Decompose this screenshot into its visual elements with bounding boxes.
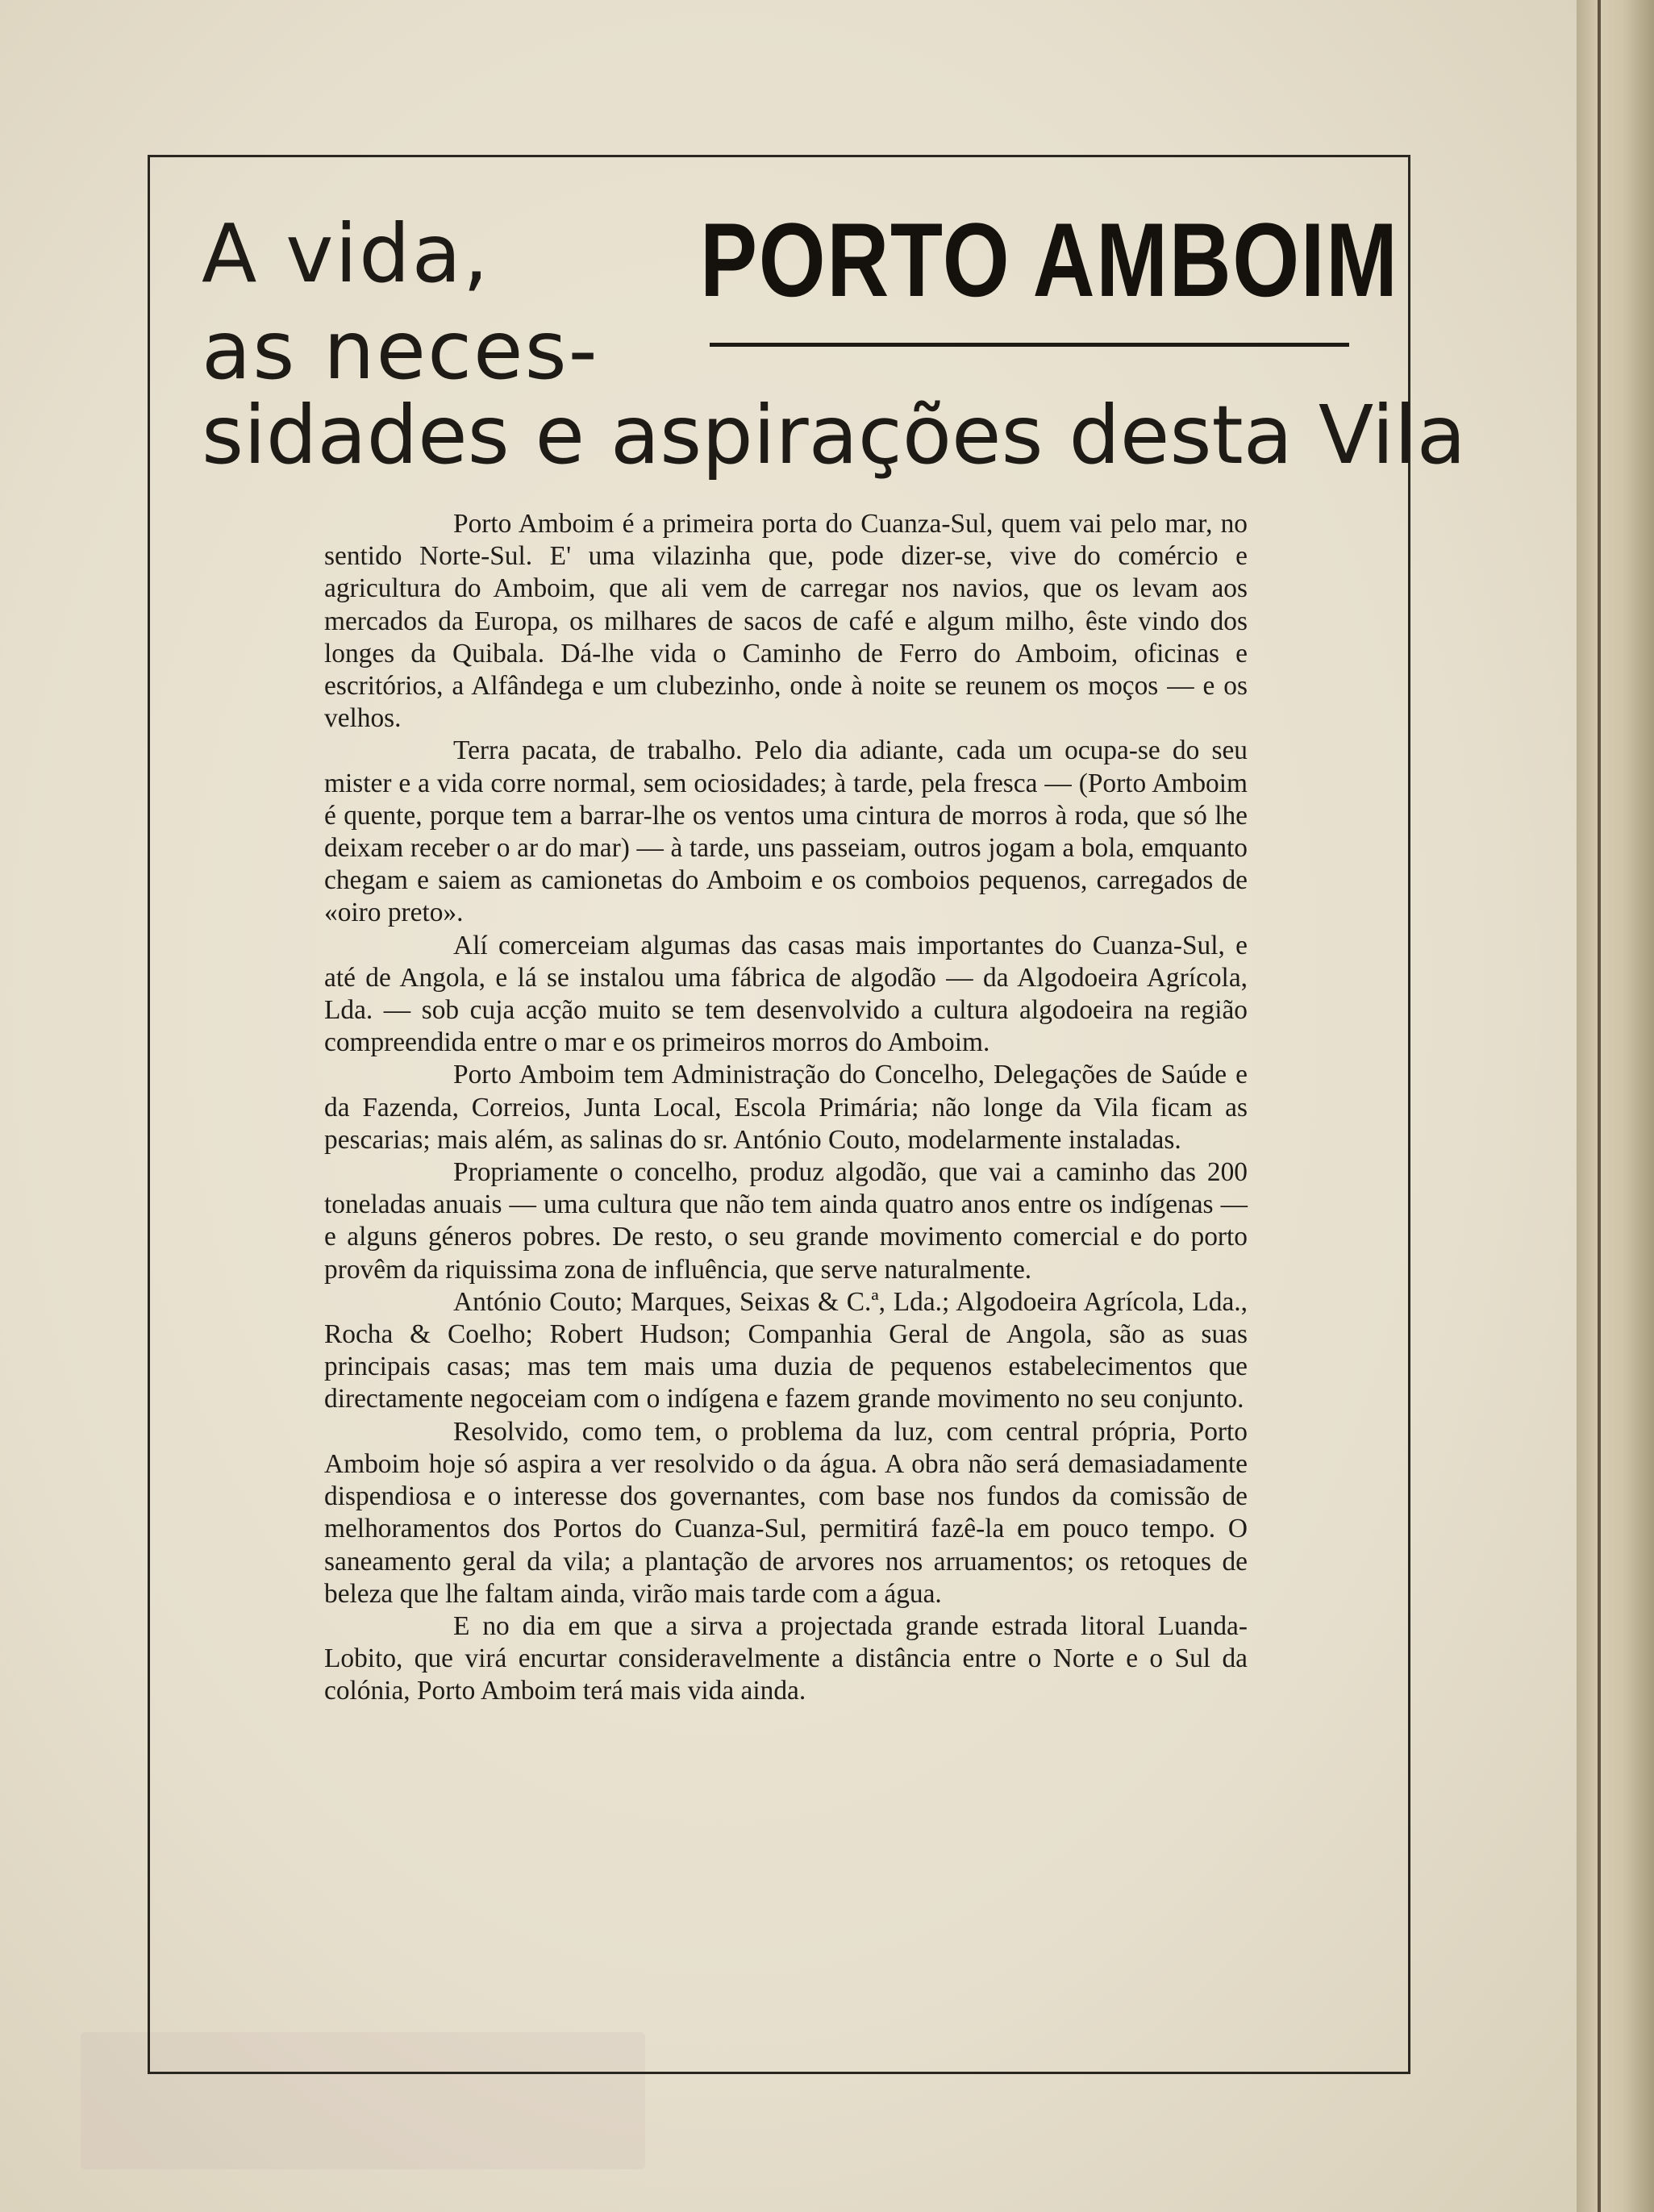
binding-gutter [1577,0,1654,2212]
article-paragraph: Terra pacata, de trabalho. Pelo dia adiante, cada um ocupa-se do seu mister e a vida corre normal, sem ociosidades; à tarde, pela fresca — (Porto Amboim é quente, porque tem a barrar-lhe os ventos uma cintura de morros à roda, que só lhe deixam receber o ar do mar) — à tarde, uns passeiam, outros jogam a bola, emquanto chegam e saiem as camionetas do Amboim e os comboios pequenos, carregados de «oiro preto». [324,735,1248,928]
headline-line-1: A vida, [202,206,490,301]
headline-line-3: sidades e aspirações desta Vila [202,388,1466,482]
article-paragraph: Porto Amboim tem Administração do Concelho, Delegações de Saúde e da Fazenda, Correios, Junta Local, Escola Primária; não longe da Vila ficam as pescarias; mais além, as salinas do sr. António Couto, modelarmente instaladas. [324,1060,1248,1155]
headline-place-name: PORTO AMBOIM [700,201,1399,319]
article-paragraph: Porto Amboim é a primeira porta do Cuanza-Sul, quem vai pelo mar, no sentido Norte-Sul. E' uma vilazinha que, pode dizer-se, vive do comércio e agricultura do Amboim, que ali vem de carregar nos navios, que os levam aos mercados da Europa, os milhares de sacos de café e algum milho, êste vindo dos longes da Quibala. Dá-lhe vida o Caminho de Ferro do Amboim, oficinas e escritórios, a Alfândega e um clubezinho, onde à noite se reunem os moços — e os velhos. [324,509,1248,734]
article-paragraph: E no dia em que a sirva a projectada grande estrada litoral Luanda-Lobito, que virá encurtar consideravelmente a distância entre o Norte e o Sul da colónia, Porto Amboim terá mais vida ainda. [324,1610,1248,1706]
article-paragraph: António Couto; Marques, Seixas & C.ª, Lda.; Algodoeira Agrícola, Lda., Rocha & Coelho; Robert Hudson; Companhia Geral de Angola, são as suas principais casas; mas tem mais uma duzia de pequenos estabelecimentos que directamente negoceiam com o indígena e fazem grande movimento no seu conjunto. [324,1286,1248,1414]
article-paragraph: Resolvido, como tem, o problema da luz, com central própria, Porto Amboim hoje só aspira a ver resolvido o da água. A obra não será demasiadamente dispendiosa e o interesse dos governantes, com base nos fundos da comissão de melhoramentos dos Portos do Cuanza-Sul, permitirá fazê-la em pouco tempo. O saneamento geral da vila; a plantação de arvores nos arruamentos; os retoques de beleza que lhe faltam ainda, virão mais tarde com a água. [324,1416,1248,1609]
gutter-fold [1598,0,1601,2212]
article-body [324,508,1248,1708]
article-paragraph: Propriamente o concelho, produz algodão, que vai a caminho das 200 toneladas anuais — uma cultura que não tem ainda quatro anos entre os indígenas — e alguns géneros pobres. De resto, o seu grande movimento comercial e do porto provêm da riquissima zona de influência, que serve naturalmente. [324,1157,1248,1285]
headline-left [202,206,718,399]
article-paragraph: Alí comerceiam algumas das casas mais importantes do Cuanza-Sul, e até de Angola, e lá se instalou uma fábrica de algodão — da Algodoeira Agrícola, Lda. — sob cuja acção muito se tem desenvolvido a cultura algodoeira na região compreendida entre o mar e os primeiros morros do Amboim. [324,930,1248,1058]
headline-rule [710,343,1349,347]
headline-line-2: as neces- [202,303,599,398]
